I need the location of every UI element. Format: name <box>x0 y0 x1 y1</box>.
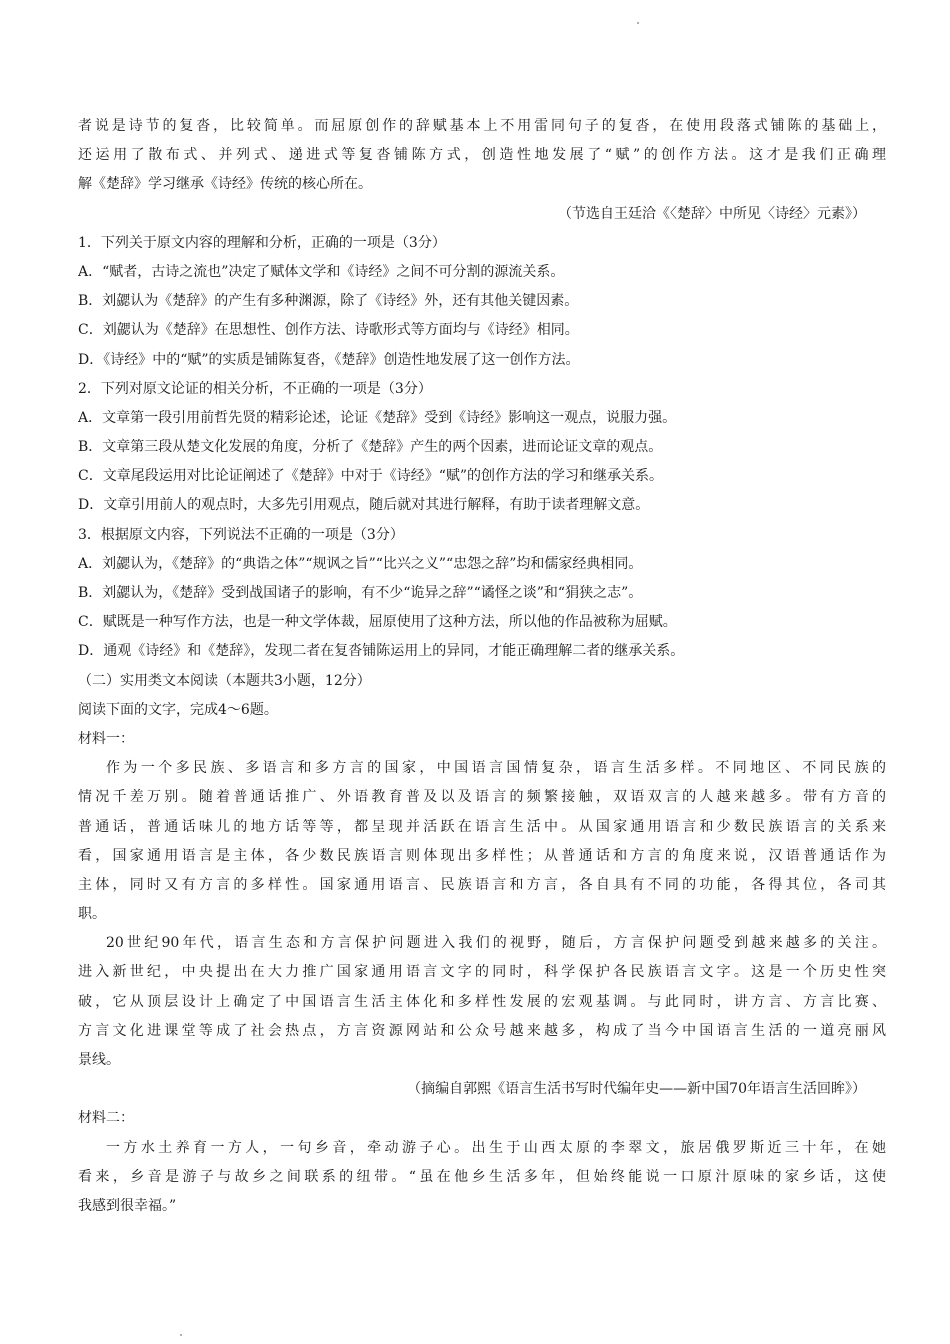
paragraph-line: 看，国家通用语言是主体，各少数民族语言则体现出多样性；从普通话和方言的角度来说，汉语普通话作为 <box>78 847 886 864</box>
option-c: C．刘勰认为《楚辞》在思想性、创作方法、诗歌形式等方面均与《诗经》相同。 <box>78 322 579 339</box>
option-c: C．文章尾段运用对比论证阐述了《楚辞》中对于《诗经》“赋”的创作方法的学习和继承关系。 <box>78 468 664 485</box>
scan-speck <box>637 22 639 24</box>
document-page <box>78 112 886 1221</box>
paragraph-line: 破，它从顶层设计上确定了中国语言生活主体化和多样性发展的宏观基调。与此同时，讲方言、方言比赛、 <box>78 993 886 1010</box>
paragraph-line: 我感到很幸福。” <box>78 1197 177 1214</box>
question-1 <box>78 229 886 375</box>
option-a: A．“赋者，古诗之流也”决定了赋体文学和《诗经》之间不可分割的源流关系。 <box>78 263 565 280</box>
passage-source: （节选自王廷洽《〈楚辞〉中所见〈诗经〉元素》） <box>558 205 866 222</box>
passage-line: 者说是诗节的复沓，比较简单。而屈原创作的辞赋基本上不用雷同句子的复沓，在使用段落式铺陈的基础上， <box>78 118 886 134</box>
material-1-source: （摘编自郭熙《语言生活书写时代编年史——新中国70年语言生活回眸》） <box>407 1081 866 1098</box>
paragraph-line: 进入新世纪，中央提出在大力推广国家通用语言文字的同时，科学保护各民族语言文字。这是一个历史性突 <box>78 964 886 981</box>
option-c: C．赋既是一种写作方法，也是一种文学体裁，屈原使用了这种方法，所以他的作品被称为屈赋。 <box>78 614 677 631</box>
option-d: D．文章引用前人的观点时，大多先引用观点，随后就对其进行解释，有助于读者理解文意。 <box>78 497 650 514</box>
paragraph-line: 作为一个多民族、多语言和多方言的国家，中国语言国情复杂，语言生活多样。不同地区、不同民族的 <box>106 760 886 777</box>
section-heading: （二）实用类文本阅读（本题共3小题，12分） <box>78 672 371 689</box>
material-1-paragraph-2 <box>78 929 886 1075</box>
paragraph-line: 职。 <box>78 906 106 923</box>
passage-line: 解《楚辞》学习继承《诗经》传统的核心所在。 <box>78 176 372 193</box>
question-stem: 2．下列对原文论证的相关分析，不正确的一项是（3分） <box>78 380 432 397</box>
passage-line: 还运用了散布式、并列式、递进式等复沓铺陈方式，创造性地发展了“赋”的创作方法。这才是我们正确理 <box>78 147 886 164</box>
option-a: A．文章第一段引用前哲先贤的精彩论述，论证《楚辞》受到《诗经》影响这一观点，说服力强。 <box>78 409 677 426</box>
paragraph-line: 20世纪90年代，语言生态和方言保护问题进入我们的视野，随后，方言保护问题受到越来越多的关注。 <box>106 935 886 952</box>
paragraph-line: 情况千差万别。随着普通话推广、外语教育普及以及语言的频繁接触，双语双言的人越来越多。带有方音的 <box>78 789 886 806</box>
option-b: B．刘勰认为，《楚辞》受到战国诸子的影响，有不少“诡异之辞”“谲怪之谈”和“狷狭之志”。 <box>78 585 643 601</box>
question-stem: 1．下列关于原文内容的理解和分析，正确的一项是（3分） <box>78 234 446 251</box>
question-2 <box>78 375 886 521</box>
scan-speck <box>180 1334 182 1336</box>
option-b: B．文章第三段从楚文化发展的角度，分析了《楚辞》产生的两个因素，进而论证文章的观点。 <box>78 439 663 456</box>
material-2-paragraph-1 <box>78 1134 886 1222</box>
material-2-label: 材料二： <box>78 1110 134 1127</box>
option-b: B．刘勰认为《楚辞》的产生有多种渊源，除了《诗经》外，还有其他关键因素。 <box>78 293 579 310</box>
question-stem: 3．根据原文内容，下列说法不正确的一项是（3分） <box>78 526 404 543</box>
question-3 <box>78 521 886 667</box>
paragraph-line: 景线。 <box>78 1052 120 1068</box>
paragraph-line: 看来，乡音是游子与故乡之间联系的纽带。“虽在他乡生活多年，但始终能说一口原汁原味的家乡话，这使 <box>78 1168 886 1185</box>
section-instruction: 阅读下面的文字，完成4～6题。 <box>78 701 278 718</box>
paragraph-line: 主体，同时又有方言的多样性。国家通用语言、民族语言和方言，各自具有不同的功能，各得其位，各司其 <box>78 876 886 893</box>
paragraph-line: 一方水土养育一方人，一句乡音，牵动游子心。出生于山西太原的李翠文，旅居俄罗斯近三十年，在她 <box>106 1139 886 1156</box>
option-a: A．刘勰认为，《楚辞》的“典诰之体”“规讽之旨”“比兴之义”“忠怨之辞”均和儒家经典相同。 <box>78 555 643 572</box>
option-d: D．通观《诗经》和《楚辞》，发现二者在复沓铺陈运用上的异同，才能正确理解二者的继承关系。 <box>78 643 685 660</box>
option-d: D．《诗经》中的“赋”的实质是铺陈复沓，《楚辞》创造性地发展了这一创作方法。 <box>78 351 580 368</box>
material-1-paragraph-1 <box>78 754 886 929</box>
paragraph-line: 方言文化进课堂等成了社会热点，方言资源网站和公众号越来越多，构成了当今中国语言生活的一道亮丽风 <box>78 1022 886 1039</box>
material-1-label: 材料一： <box>78 730 134 747</box>
paragraph-line: 普通话，普通话味儿的地方话等等，都呈现并活跃在语言生活中。从国家通用语言和少数民族语言的关系来 <box>78 818 886 835</box>
